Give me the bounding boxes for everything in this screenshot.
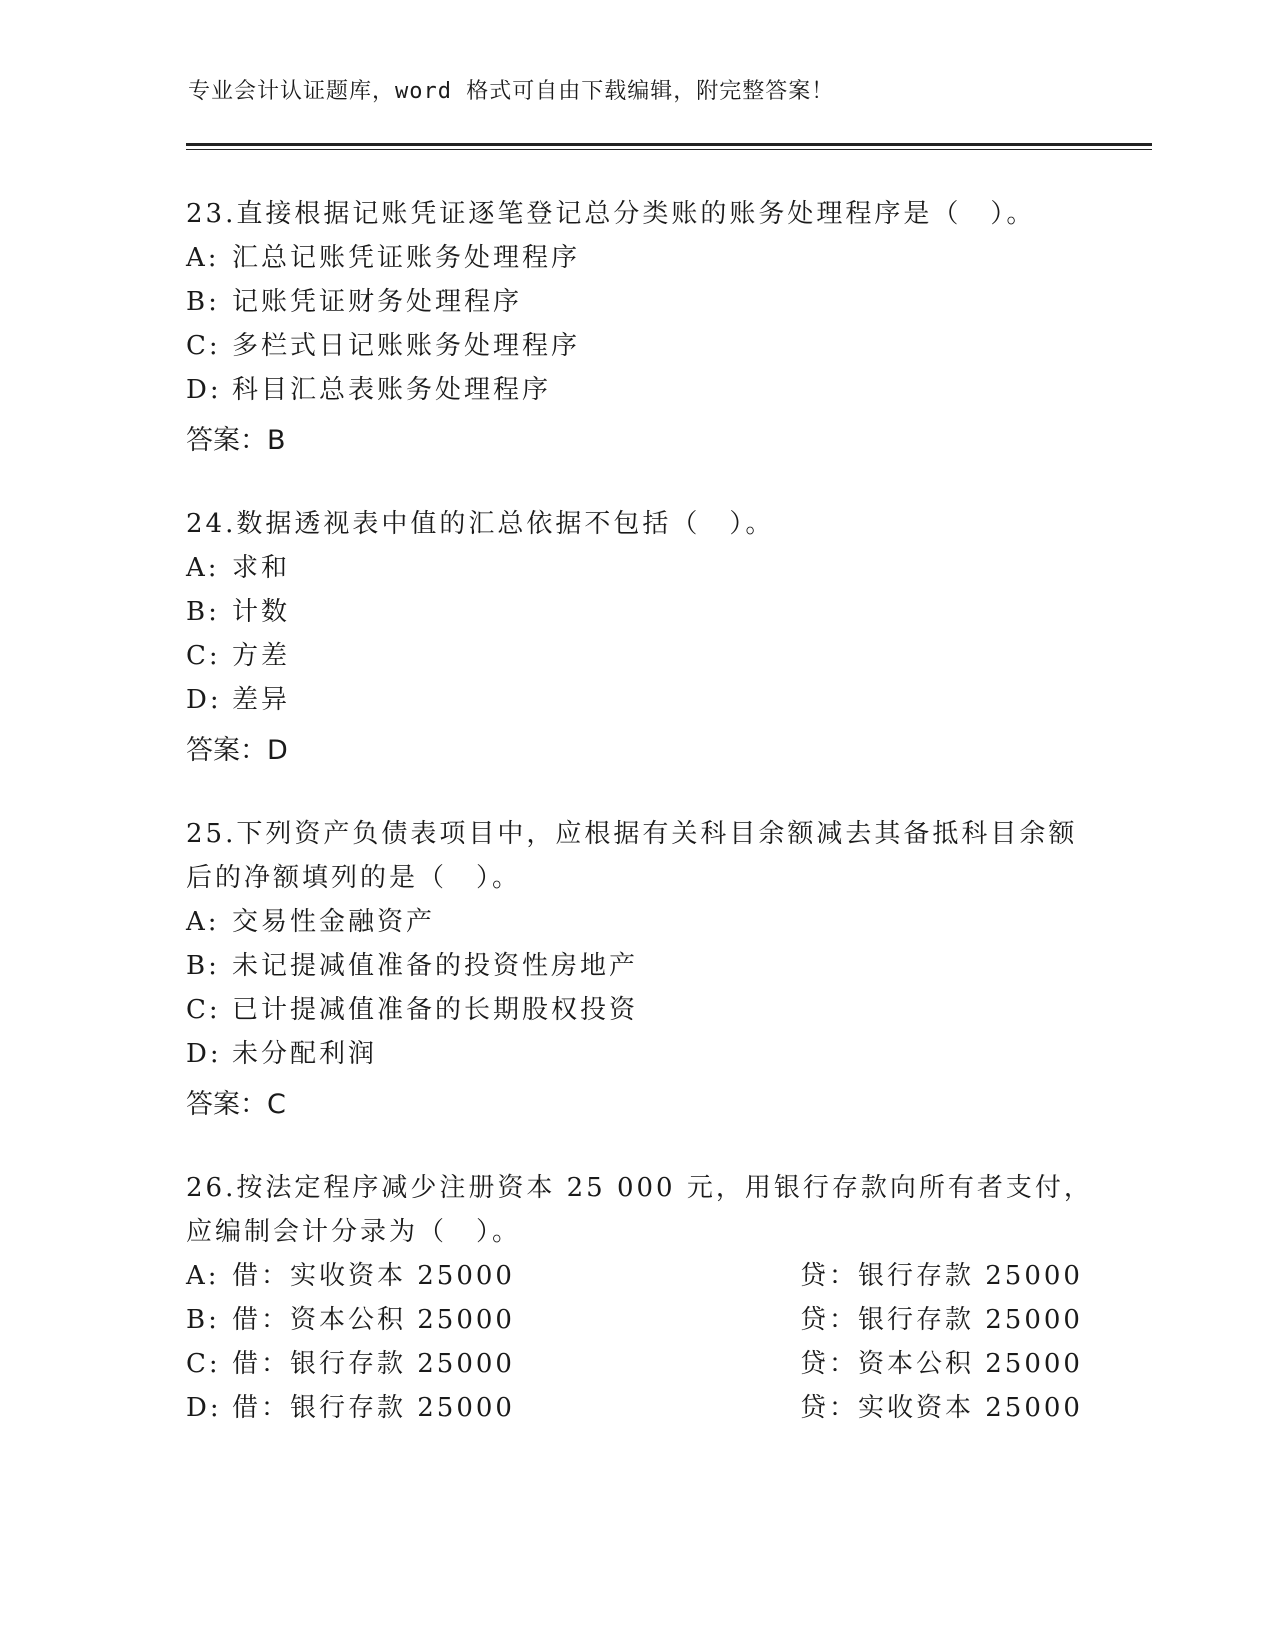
question-26-option-b-credit: 贷：银行存款 25000: [800, 1305, 1083, 1335]
question-23-option-d: D: 科目汇总表账务处理程序: [186, 375, 552, 405]
question-25-answer: 答案：C: [186, 1089, 286, 1120]
question-26-option-b: B: 借：资本公积 25000 贷：银行存款 25000: [186, 1305, 1083, 1335]
question-26-option-a: A: 借：实收资本 25000 贷：银行存款 25000: [186, 1261, 1083, 1291]
header-rule-thick: [186, 143, 1152, 146]
question-24-option-d: D: 差异: [186, 685, 291, 715]
question-26-stem-line-2: 应编制会计分录为（ ）。: [186, 1217, 522, 1247]
question-25-option-c: C: 已计提减值准备的长期股权投资: [186, 995, 639, 1025]
question-23-option-a: A: 汇总记账凭证账务处理程序: [186, 243, 581, 273]
question-26-option-c-credit: 贷：资本公积 25000: [800, 1349, 1083, 1379]
question-26-option-d-credit: 贷：实收资本 25000: [800, 1393, 1083, 1423]
question-26-option-a-credit: 贷：银行存款 25000: [800, 1261, 1083, 1291]
question-24-stem: 24.数据透视表中值的汇总依据不包括（ ）。: [186, 509, 775, 539]
question-26-stem-line-1: 26.按法定程序减少注册资本 25 000 元，用银行存款向所有者支付，: [186, 1173, 1093, 1203]
question-23-stem: 23.直接根据记账凭证逐笔登记总分类账的账务处理程序是（ ）。: [186, 199, 1036, 229]
header-rule-thin: [186, 149, 1152, 150]
question-25-option-d: D: 未分配利润: [186, 1039, 378, 1069]
page-header: 专业会计认证题库，word 格式可自由下载编辑，附完整答案！: [188, 79, 835, 104]
question-25-stem-line-1: 25.下列资产负债表项目中，应根据有关科目余额减去其备抵科目余额: [186, 819, 1078, 849]
question-24-answer: 答案：D: [186, 735, 288, 766]
question-23-answer: 答案：B: [186, 425, 286, 456]
question-25-stem-line-2: 后的净额填列的是（ ）。: [186, 863, 522, 893]
question-23-option-b: B: 记账凭证财务处理程序: [186, 287, 523, 317]
question-24-option-a: A: 求和: [186, 553, 291, 583]
question-26-option-c: C: 借：银行存款 25000 贷：资本公积 25000: [186, 1349, 1083, 1379]
question-24-option-b: B: 计数: [186, 597, 291, 627]
question-25-option-b: B: 未记提减值准备的投资性房地产: [186, 951, 639, 981]
question-23-option-c: C: 多栏式日记账账务处理程序: [186, 331, 581, 361]
question-24-option-c: C: 方差: [186, 641, 291, 671]
question-26-option-d: D: 借：银行存款 25000 贷：实收资本 25000: [186, 1393, 1083, 1423]
question-25-option-a: A: 交易性金融资产: [186, 907, 436, 937]
